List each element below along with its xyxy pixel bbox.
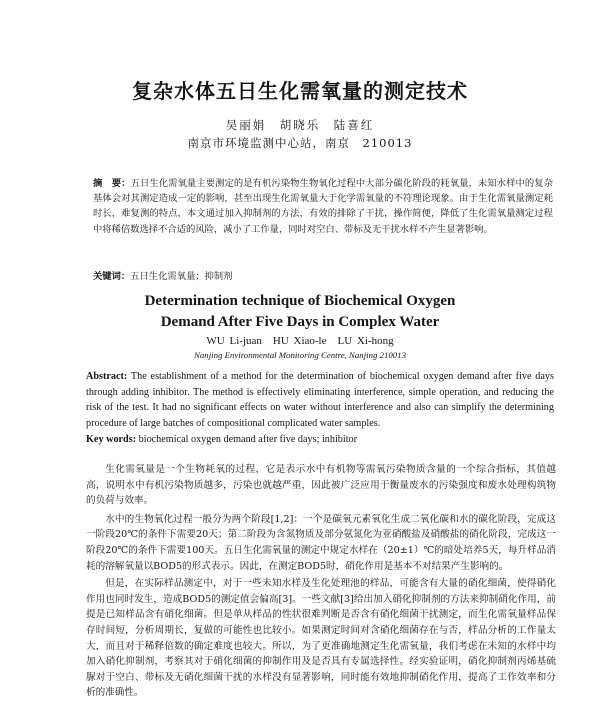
paper-title: 复杂水体五日生化需氧量的测定技术	[132, 79, 468, 103]
abstract-cn	[93, 176, 553, 237]
keywords-cn	[93, 269, 553, 284]
authors-en: WU Li-juan HU Xiao-le LU Xi-hong	[206, 335, 394, 347]
keywords-en	[86, 432, 554, 447]
abstract-en-text: The establishment of a method for the determination of biochemical oxygen demand after five days through adding inhibitor. The method is effectively eliminating interference, simple operation, and reducing the risk of the test. It had no significant effects on water without interference and also can simplify the determining procedure of large batches of compositional complicated water samples.	[86, 371, 554, 429]
abstract-en-label: Abstract:	[86, 371, 128, 382]
body-paragraph-3: 但是，在实际样品测定中，对于一些未知水样及生化处理池的样品，可能含有大量的硝化细菌，使得硝化作用也同时发生，造成BOD5的测定值会偏高[3]。一些文献[3]给出加入硝化抑制剂的方法来抑制硝化作用，前提是已知样品含有硝化细菌。但是单从样品的性状很难判断是否含有硝化细菌干扰测定，而生化需氧量样品保存时间短，分析周期长，复做的可能性也比较小。如果测定时间对含硝化细菌存在与否，样品分析的工作量太大，而且对于稀释倍数的确定难度也较大。所以，为了更准确地测定生化需氧量，我们考虑在未知的水样中均加入硝化抑制剂，考察其对于硝化细菌的抑制作用及是否具有专属选择性。经实验证明，硝化抑制剂丙烯基硫脲对于空白、带标及无硝化细菌干扰的水样没有显著影响，同时能有效地抑制硝化作用，提高了工作效率和分析的准确性。	[86, 578, 556, 699]
keywords-en-text: biochemical oxygen demand after five days; inhibitor	[138, 434, 358, 445]
body-text	[86, 462, 556, 701]
english-title-line-2: Demand After Five Days in Complex Water	[160, 314, 440, 330]
authors: 吴丽娟 胡晓乐 陆喜红	[225, 118, 375, 132]
keywords-cn-label: 关键词：	[93, 271, 131, 282]
english-title-line-1: Determination technique of Biochemical Oxygen	[144, 293, 456, 309]
affiliation-en: Nanjing Environmental Monitoring Centre, Nanjing 210013	[194, 350, 406, 360]
body-paragraph-1: 生化需氧量是一个生物耗氧的过程，它是表示水中有机物等需氧污染物质含量的一个综合指标，其值越高，说明水中有机污染物质越多，污染也就越严重，因此被广泛应用于衡量废水的污染强度和废水处理构筑物的负荷与效率。	[86, 464, 556, 507]
abstract-cn-label: 摘 要：	[93, 178, 131, 189]
keywords-cn-text: 五日生化需氧量；抑制剂	[130, 271, 233, 282]
keywords-en-label: Key words:	[86, 434, 137, 445]
body-paragraph-2: 水中的生物氧化过程一般分为两个阶段[1,2]：一个是碳氧元素氧化生成二氧化碳和水的碳化阶段，完成这一阶段20℃的条件下需要20天；第二阶段为含氮物质及部分氨氮化为亚硝酸盐及硝酸盐的硝化阶段，完成这一阶段20℃的条件下需要100天。五日生化需氧量的测定中规定水样在（20±1）℃的暗处培养5天，每升样品消耗的溶解氧量以BOD5的形式表示。因此，在测定BOD5时，硝化作用是基本不对结果产生影响的。	[86, 513, 556, 572]
affiliation: 南京市环境监测中心站，南京 210013	[187, 136, 413, 150]
abstract-en	[86, 369, 554, 431]
abstract-cn-text: 五日生化需氧量主要测定的是有机污染物生物氧化过程中大部分碳化阶段的耗氧量，未知水样中的复杂基体会对其测定造成一定的影响，甚至出现生化需氧量大于化学需氧量的不符理论现象。由于生化需氧量测定耗时长，难复测的特点，本文通过加入抑制剂的方法，有效的排除了干扰，操作简便，降低了生化需氧量测定过程中将稀倍数选择不合适的风险，减小了工作量，同时对空白、带标及无干扰水样不产生显著影响。	[93, 178, 553, 235]
